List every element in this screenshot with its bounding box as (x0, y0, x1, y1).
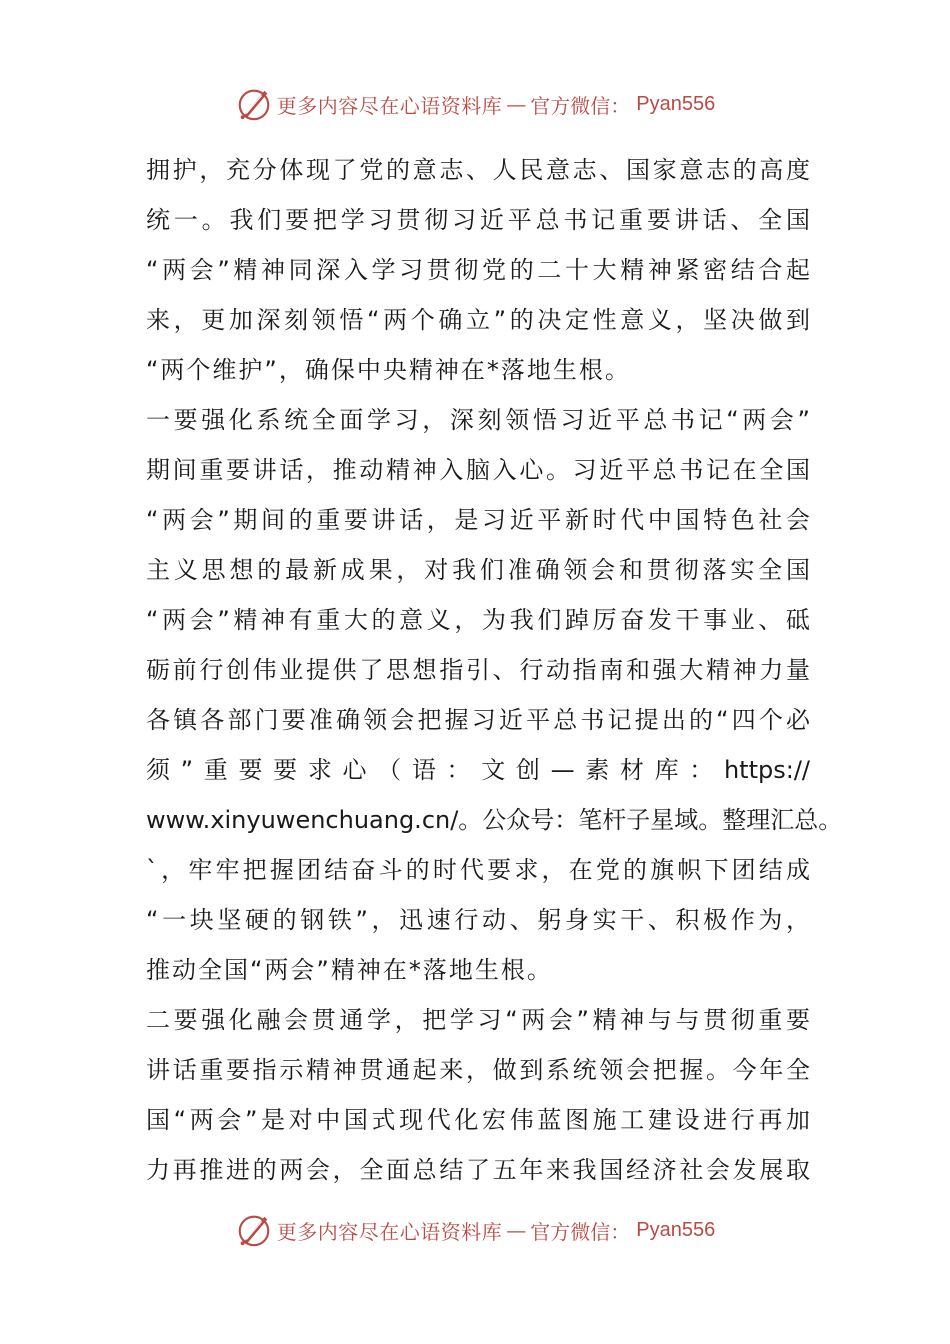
body-line: 讲话重要指示精神贯通起来，做到系统领会把握。今年全 (146, 1056, 810, 1084)
body-line: 砺前行创伟业提供了思想指引、行动指南和强大精神力量 (146, 656, 810, 684)
body-line: “一块坚硬的钢铁”，迅速行动、躬身实干、积极作为， (146, 906, 810, 934)
body-line: 国“两会”是对中国式现代化宏伟蓝图施工建设进行再加 (146, 1106, 810, 1134)
body-line: 力再推进的两会，全面总结了五年来我国经济社会发展取 (146, 1156, 810, 1184)
body-line: 统一。我们要把学习贯彻习近平总书记重要讲话、全国 (146, 206, 810, 234)
banner-contact-id: Pyan556 (636, 92, 716, 115)
body-line: www.xinyuwenchuang.cn/。公众号：笔杆子星域。整理汇总。 (146, 806, 843, 834)
body-line: 各镇各部门要准确领会把握习近平总书记提出的“四个必 (146, 706, 810, 734)
banner-contact-label: 官方微信： (530, 93, 631, 118)
body-line: 期间重要讲话，推动精神入脑入心。习近平总书记在全国 (146, 456, 810, 484)
body-line: 拥护，充分体现了党的意志、人民意志、国家意志的高度 (146, 156, 810, 184)
quill-pen-logo-icon (235, 1211, 273, 1249)
banner-title: 更多内容尽在心语资料库 (276, 93, 503, 118)
banner-separator: — (506, 92, 527, 116)
banner-contact-label: 官方微信： (530, 1219, 631, 1244)
banner-title: 更多内容尽在心语资料库 (276, 1219, 503, 1244)
banner-contact-id: Pyan556 (636, 1218, 716, 1241)
body-line: 主义思想的最新成果，对我们准确领会和贯彻落实全国 (146, 556, 810, 584)
body-line: “两会”精神有重大的意义，为我们踔厉奋发干事业、砥 (146, 606, 810, 634)
body-line: 二要强化融会贯通学，把学习“两会”精神与与贯彻重要 (146, 1006, 810, 1034)
body-line: “两会”期间的重要讲话，是习近平新时代中国特色社会 (146, 506, 810, 534)
body-line: “两个维护”，确保中央精神在*落地生根。 (146, 356, 631, 384)
body-line: `，牢牢把握团结奋斗的时代要求，在党的旗帜下团结成 (146, 856, 810, 884)
body-line: 一要强化系统全面学习，深刻领悟习近平总书记“两会” (146, 406, 810, 434)
body-line: “两会”精神同深入学习贯彻党的二十大精神紧密结合起 (146, 256, 810, 284)
banner-separator: — (506, 1218, 527, 1242)
body-line: 须”重要要求心（语：文创—素材库：https:// (146, 756, 810, 784)
footer-banner (0, 1208, 950, 1252)
quill-pen-logo-icon (235, 85, 273, 123)
body-line: 来，更加深刻领悟“两个确立”的决定性意义，坚决做到 (146, 306, 810, 334)
body-line: 推动全国“两会”精神在*落地生根。 (146, 956, 553, 984)
header-banner (0, 82, 950, 126)
